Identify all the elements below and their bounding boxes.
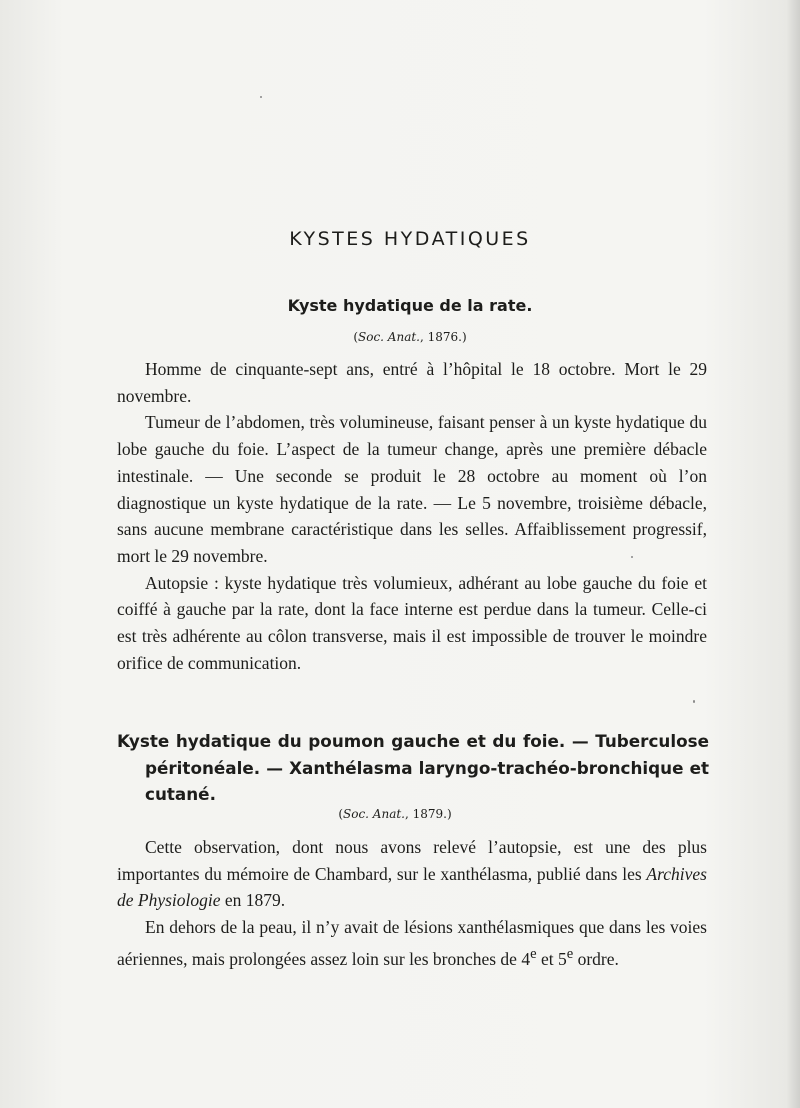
paper-speck — [693, 700, 695, 703]
article-title — [117, 728, 709, 808]
paragraph-text: ordre. — [573, 948, 619, 969]
paragraph — [117, 914, 707, 972]
paragraph-text: en 1879. — [220, 890, 286, 911]
paragraph-text: et 5 — [536, 948, 567, 969]
paragraph — [117, 834, 707, 914]
citation-open: ( — [338, 807, 344, 821]
citation-year: , 1879.) — [405, 807, 452, 821]
superscript: e — [530, 945, 537, 962]
page-edge-shadow — [786, 0, 800, 1108]
superscript: e — [566, 945, 574, 962]
title-line: péritonéale. — Xanthélasma laryngo-trachéo-bronchique et — [145, 757, 709, 778]
paragraph-text: En dehors de la peau, il n’y avait de lésions xanthélasmiques que dans les voies aériennes, mais prolongées assez loin sur les bronches de 4 — [117, 917, 707, 969]
journal-title: Archives de Physiologie — [117, 863, 707, 911]
article-body — [117, 356, 707, 676]
paper-speck — [260, 96, 262, 98]
paragraph: Homme de cinquante-sept ans, entré à l’hôpital le 18 octobre. Mort le 29 novembre. — [117, 359, 707, 406]
section-heading: KYSTES HYDATIQUES — [289, 228, 531, 250]
title-line: Kyste hydatique du poumon gauche et du foie. — Tuberculose — [117, 731, 709, 751]
title-line: cutané. — [145, 784, 216, 804]
citation-source: Soc. Anat. — [343, 807, 405, 821]
article-body — [117, 834, 707, 972]
paragraph: Tumeur de l’abdomen, très volumineuse, faisant penser à un kyste hydatique du lobe gauche du foie. L’aspect de la tumeur change, après une première débacle intestinale. — Une seconde se produit le 28 octobre au moment où l’on diagnostique un kyste hydatique de la rate. — Le 5 novembre, troisième débacle, sans aucune membrane caractéristique dans les selles. Affaiblissement progressif, mort le 29 novembre. — [117, 412, 707, 566]
paragraph-text: Cette observation, dont nous avons relevé l’autopsie, est une des plus importantes du mémoire de Chambard, sur le xanthélasma, publié dans les — [117, 837, 707, 884]
paragraph: Autopsie : kyste hydatique très volumieux, adhérant au lobe gauche du foie et coiffé à gauche par la rate, dont la face interne est perdue dans la tumeur. Celle-ci est très adhérente au côlon transverse, mais il est impossible de trouver le moindre orifice de communication. — [117, 572, 707, 673]
citation-open: ( — [353, 330, 359, 344]
article-title: Kyste hydatique de la rate. — [287, 296, 533, 315]
citation-source: Soc. Anat. — [358, 330, 420, 344]
citation-year: , 1876.) — [420, 330, 467, 344]
citation — [0, 807, 790, 821]
citation — [0, 330, 800, 344]
